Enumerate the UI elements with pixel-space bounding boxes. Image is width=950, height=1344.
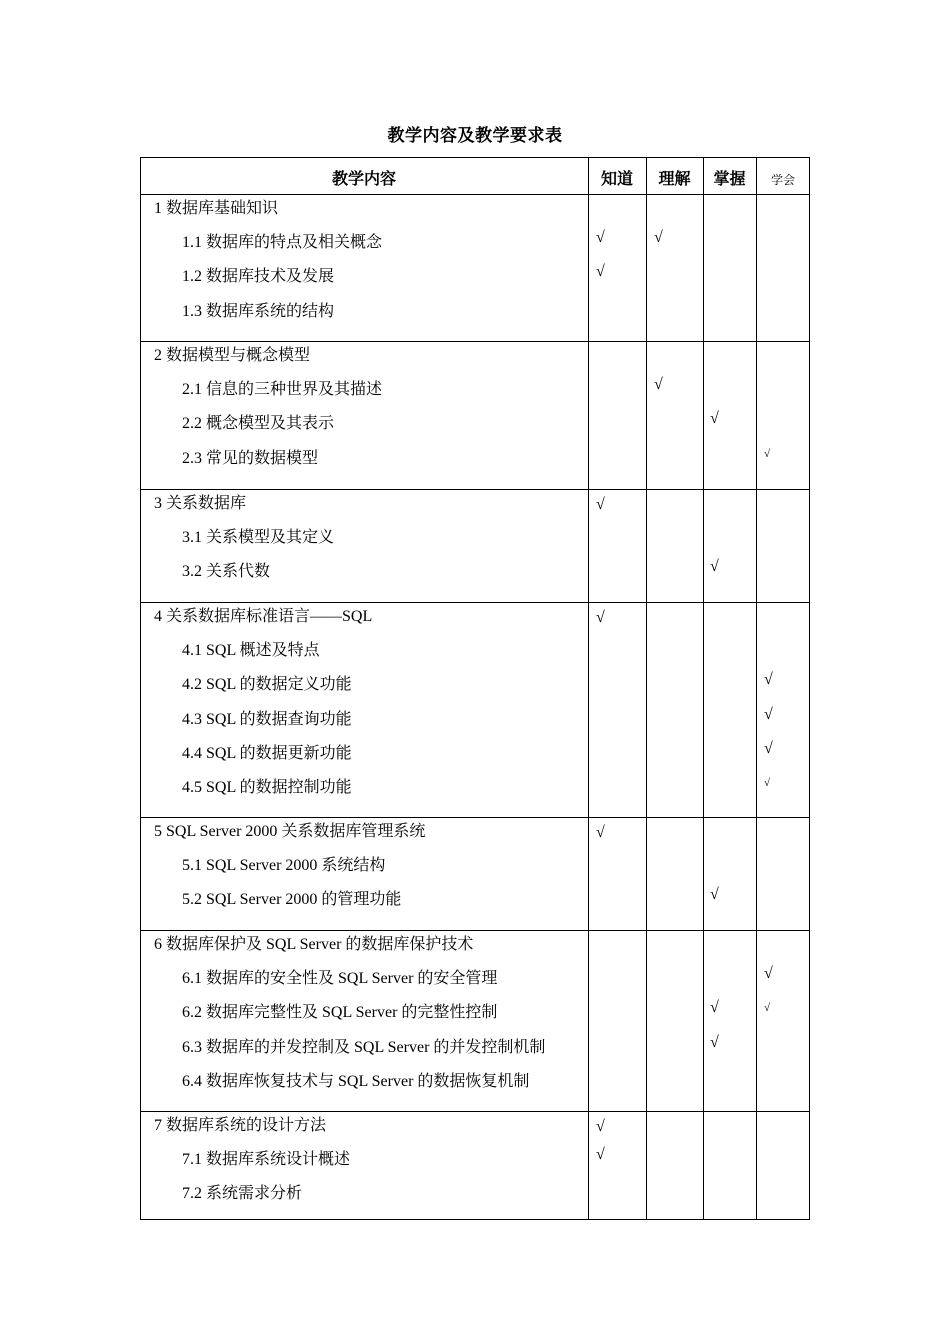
header-know: 知道 [600, 171, 633, 188]
item-label: 5.1 SQL Server 2000 系统结构 [182, 857, 386, 875]
check-mark-learn: √ [764, 739, 773, 757]
check-mark-know: √ [596, 496, 605, 513]
check-mark-know: √ [596, 1146, 605, 1164]
item-label: 6.2 数据库完整性及 SQL Server 的完整性控制 [182, 1004, 498, 1022]
check-mark-understand: √ [654, 376, 663, 394]
item-label: 2.1 信息的三种世界及其描述 [182, 381, 383, 399]
check-mark-learn: √ [764, 1002, 771, 1015]
item-label: 1.3 数据库系统的结构 [182, 302, 335, 320]
table-column-rule [756, 157, 757, 1220]
header-content: 教学内容 [331, 171, 396, 188]
item-label: 6.4 数据库恢复技术与 SQL Server 的数据恢复机制 [182, 1072, 530, 1090]
check-mark-know: √ [596, 263, 605, 281]
item-label: 1.1 数据库的特点及相关概念 [182, 234, 383, 252]
table-rule [140, 157, 810, 158]
section-title: 1 数据库基础知识 [154, 200, 279, 217]
check-mark-understand: √ [654, 229, 663, 247]
section-title: 4 关系数据库标准语言——SQL [154, 608, 373, 625]
check-mark-learn: √ [764, 777, 771, 789]
section-title: 6 数据库保护及 SQL Server 的数据库保护技术 [154, 936, 474, 953]
page-title: 教学内容及教学要求表 [387, 126, 563, 145]
check-mark-master: √ [710, 410, 719, 428]
item-label: 5.2 SQL Server 2000 的管理功能 [182, 891, 402, 909]
section-title: 2 数据模型与概念模型 [154, 347, 311, 364]
table-rule [140, 1219, 810, 1220]
table-column-rule [646, 157, 647, 1220]
item-label: 7.1 数据库系统设计概述 [182, 1151, 351, 1169]
check-mark-master: √ [710, 999, 719, 1017]
header-master: 掌握 [713, 171, 746, 188]
check-mark-learn: √ [764, 447, 771, 460]
check-mark-learn: √ [764, 965, 773, 983]
check-mark-learn: √ [764, 705, 773, 723]
item-label: 4.5 SQL 的数据控制功能 [182, 779, 352, 796]
item-label: 1.2 数据库技术及发展 [182, 268, 335, 286]
check-mark-learn: √ [764, 671, 773, 689]
check-mark-know: √ [596, 824, 605, 841]
item-label: 7.2 系统需求分析 [182, 1185, 303, 1203]
section-title: 7 数据库系统的设计方法 [154, 1117, 327, 1134]
check-mark-master: √ [710, 886, 719, 904]
item-label: 2.3 常见的数据模型 [182, 449, 319, 467]
item-label: 4.4 SQL 的数据更新功能 [182, 744, 352, 762]
section-title: 5 SQL Server 2000 关系数据库管理系统 [154, 823, 426, 840]
table-column-rule [703, 157, 704, 1220]
item-label: 4.3 SQL 的数据查询功能 [182, 710, 352, 728]
item-label: 2.2 概念模型及其表示 [182, 415, 335, 433]
check-mark-know: √ [596, 229, 605, 247]
header-learn: 学会 [770, 173, 795, 187]
table-column-rule [809, 157, 810, 1220]
check-mark-master: √ [710, 1033, 719, 1051]
section-title: 3 关系数据库 [154, 495, 247, 512]
check-mark-know: √ [596, 609, 605, 626]
item-label: 4.2 SQL 的数据定义功能 [182, 676, 352, 694]
table-column-rule [140, 157, 141, 1220]
item-label: 4.1 SQL 概述及特点 [182, 642, 320, 660]
header-understand: 理解 [658, 171, 691, 188]
item-label: 6.3 数据库的并发控制及 SQL Server 的并发控制机制 [182, 1038, 546, 1056]
item-label: 3.2 关系代数 [182, 563, 271, 581]
item-label: 3.1 关系模型及其定义 [182, 529, 335, 547]
item-label: 6.1 数据库的安全性及 SQL Server 的安全管理 [182, 970, 498, 988]
table-column-rule [588, 157, 589, 1220]
check-mark-master: √ [710, 558, 719, 576]
check-mark-know: √ [596, 1118, 605, 1135]
